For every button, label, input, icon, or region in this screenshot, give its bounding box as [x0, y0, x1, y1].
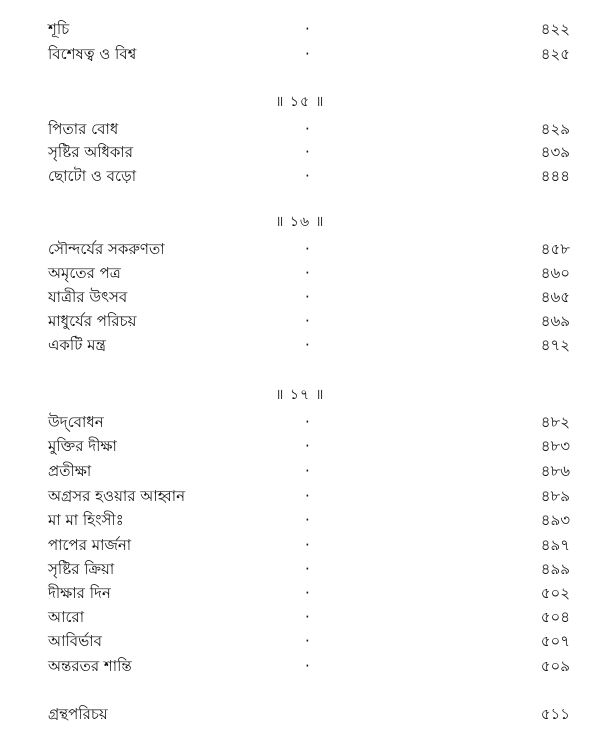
- toc-entry[interactable]: [0, 43, 600, 67]
- toc-entry[interactable]: [0, 310, 600, 334]
- entry-title: সৃষ্টির অধিকার: [48, 143, 133, 161]
- entry-title: আরো: [48, 608, 85, 626]
- toc-entry[interactable]: [0, 703, 600, 727]
- entry-page-number: ৪২২: [540, 20, 570, 38]
- entry-page-number: ৪৮৩: [540, 437, 570, 455]
- leader-dot: ·: [305, 437, 310, 455]
- entry-title: ছোটো ও বড়ো: [48, 167, 137, 185]
- toc-entry[interactable]: [0, 262, 600, 286]
- toc-entry[interactable]: [0, 411, 600, 435]
- entry-title: পাপের মার্জনা: [48, 536, 132, 554]
- toc-entry[interactable]: [0, 534, 600, 558]
- toc-entry[interactable]: [0, 582, 600, 606]
- entry-page-number: ৫১১: [540, 705, 570, 723]
- section-heading: ॥ ১৫ ॥: [275, 94, 325, 110]
- entry-page-number: ৫০২: [540, 584, 570, 602]
- entry-title: শূচি: [48, 20, 70, 38]
- leader-dot: ·: [305, 560, 310, 578]
- entry-title: সৌন্দর্যের সকরুণতা: [48, 240, 165, 258]
- entry-page-number: ৪৯৯: [540, 560, 570, 578]
- toc-entry[interactable]: [0, 238, 600, 262]
- entry-page-number: ৫০৯: [540, 657, 570, 675]
- toc-entry[interactable]: [0, 485, 600, 509]
- leader-dot: ·: [305, 632, 310, 650]
- entry-title: মুক্তির দীক্ষা: [48, 437, 117, 455]
- leader-dot: ·: [305, 167, 310, 185]
- entry-page-number: ৪৫৮: [540, 240, 570, 258]
- toc-entry[interactable]: [0, 606, 600, 630]
- leader-dot: ·: [305, 584, 310, 602]
- leader-dot: ·: [305, 45, 310, 63]
- leader-dot: ·: [305, 288, 310, 306]
- leader-dot: ·: [305, 413, 310, 431]
- entry-page-number: ৪৭২: [540, 336, 570, 354]
- leader-dot: ·: [305, 312, 310, 330]
- entry-page-number: ৪৯৩: [540, 511, 570, 529]
- entry-title: গ্রন্থপরিচয়: [48, 705, 108, 723]
- leader-dot: ·: [305, 511, 310, 529]
- leader-dot: ·: [305, 120, 310, 138]
- entry-title: একটি মন্ত্র: [48, 336, 106, 354]
- entry-page-number: ৪৬০: [540, 264, 570, 282]
- entry-title: অন্তরতর শান্তি: [48, 657, 132, 675]
- section-heading: ॥ ১৭ ॥: [275, 387, 325, 403]
- toc-entry[interactable]: [0, 630, 600, 654]
- leader-dot: ·: [305, 240, 310, 258]
- leader-dot: ·: [305, 536, 310, 554]
- toc-entry[interactable]: [0, 118, 600, 142]
- toc-entry[interactable]: [0, 165, 600, 189]
- leader-dot: ·: [305, 336, 310, 354]
- entry-page-number: ৫০৭: [540, 632, 570, 650]
- entry-page-number: ৪৮৯: [540, 487, 570, 505]
- entry-page-number: ৪২৯: [540, 120, 570, 138]
- entry-title: মা মা হিংসীঃ: [48, 511, 124, 529]
- toc-entry[interactable]: [0, 460, 600, 484]
- entry-title: উদ্‌বোধন: [48, 413, 104, 431]
- toc-entry[interactable]: [0, 509, 600, 533]
- entry-title: অমৃতের পত্র: [48, 264, 121, 282]
- entry-page-number: ৪৬৫: [540, 288, 570, 306]
- entry-page-number: ৪৮৬: [540, 462, 570, 480]
- toc-entry[interactable]: [0, 655, 600, 679]
- leader-dot: ·: [305, 20, 310, 38]
- section-heading: ॥ ১৬ ॥: [275, 214, 325, 230]
- toc-entry[interactable]: [0, 558, 600, 582]
- toc-entry[interactable]: [0, 141, 600, 165]
- entry-title: অগ্রসর হওয়ার আহ্বান: [48, 487, 186, 505]
- entry-title: মাধুর্যের পরিচয়: [48, 312, 137, 330]
- entry-title: আবির্ভাব: [48, 632, 103, 650]
- entry-page-number: ৪৩৯: [540, 143, 570, 161]
- leader-dot: ·: [305, 264, 310, 282]
- leader-dot: ·: [305, 657, 310, 675]
- toc-entry[interactable]: [0, 334, 600, 358]
- entry-page-number: ৪৬৯: [540, 312, 570, 330]
- entry-page-number: ৪৮২: [540, 413, 570, 431]
- entry-title: প্রতীক্ষা: [48, 462, 92, 480]
- entry-title: পিতার বোধ: [48, 120, 119, 138]
- entry-title: দীক্ষার দিন: [48, 584, 111, 602]
- leader-dot: ·: [305, 487, 310, 505]
- toc-entry[interactable]: [0, 286, 600, 310]
- leader-dot: ·: [305, 608, 310, 626]
- entry-title: বিশেষত্ব ও বিশ্ব: [48, 45, 137, 63]
- entry-title: যাত্রীর উৎসব: [48, 288, 128, 306]
- entry-page-number: ৪৯৭: [540, 536, 570, 554]
- toc-entry[interactable]: [0, 18, 600, 42]
- entry-page-number: ৫০৪: [540, 608, 570, 626]
- leader-dot: ·: [305, 462, 310, 480]
- leader-dot: ·: [305, 143, 310, 161]
- entry-page-number: ৪৪৪: [540, 167, 570, 185]
- entry-title: সৃষ্টির ক্রিয়া: [48, 560, 115, 578]
- entry-page-number: ৪২৫: [540, 45, 570, 63]
- toc-entry[interactable]: [0, 435, 600, 459]
